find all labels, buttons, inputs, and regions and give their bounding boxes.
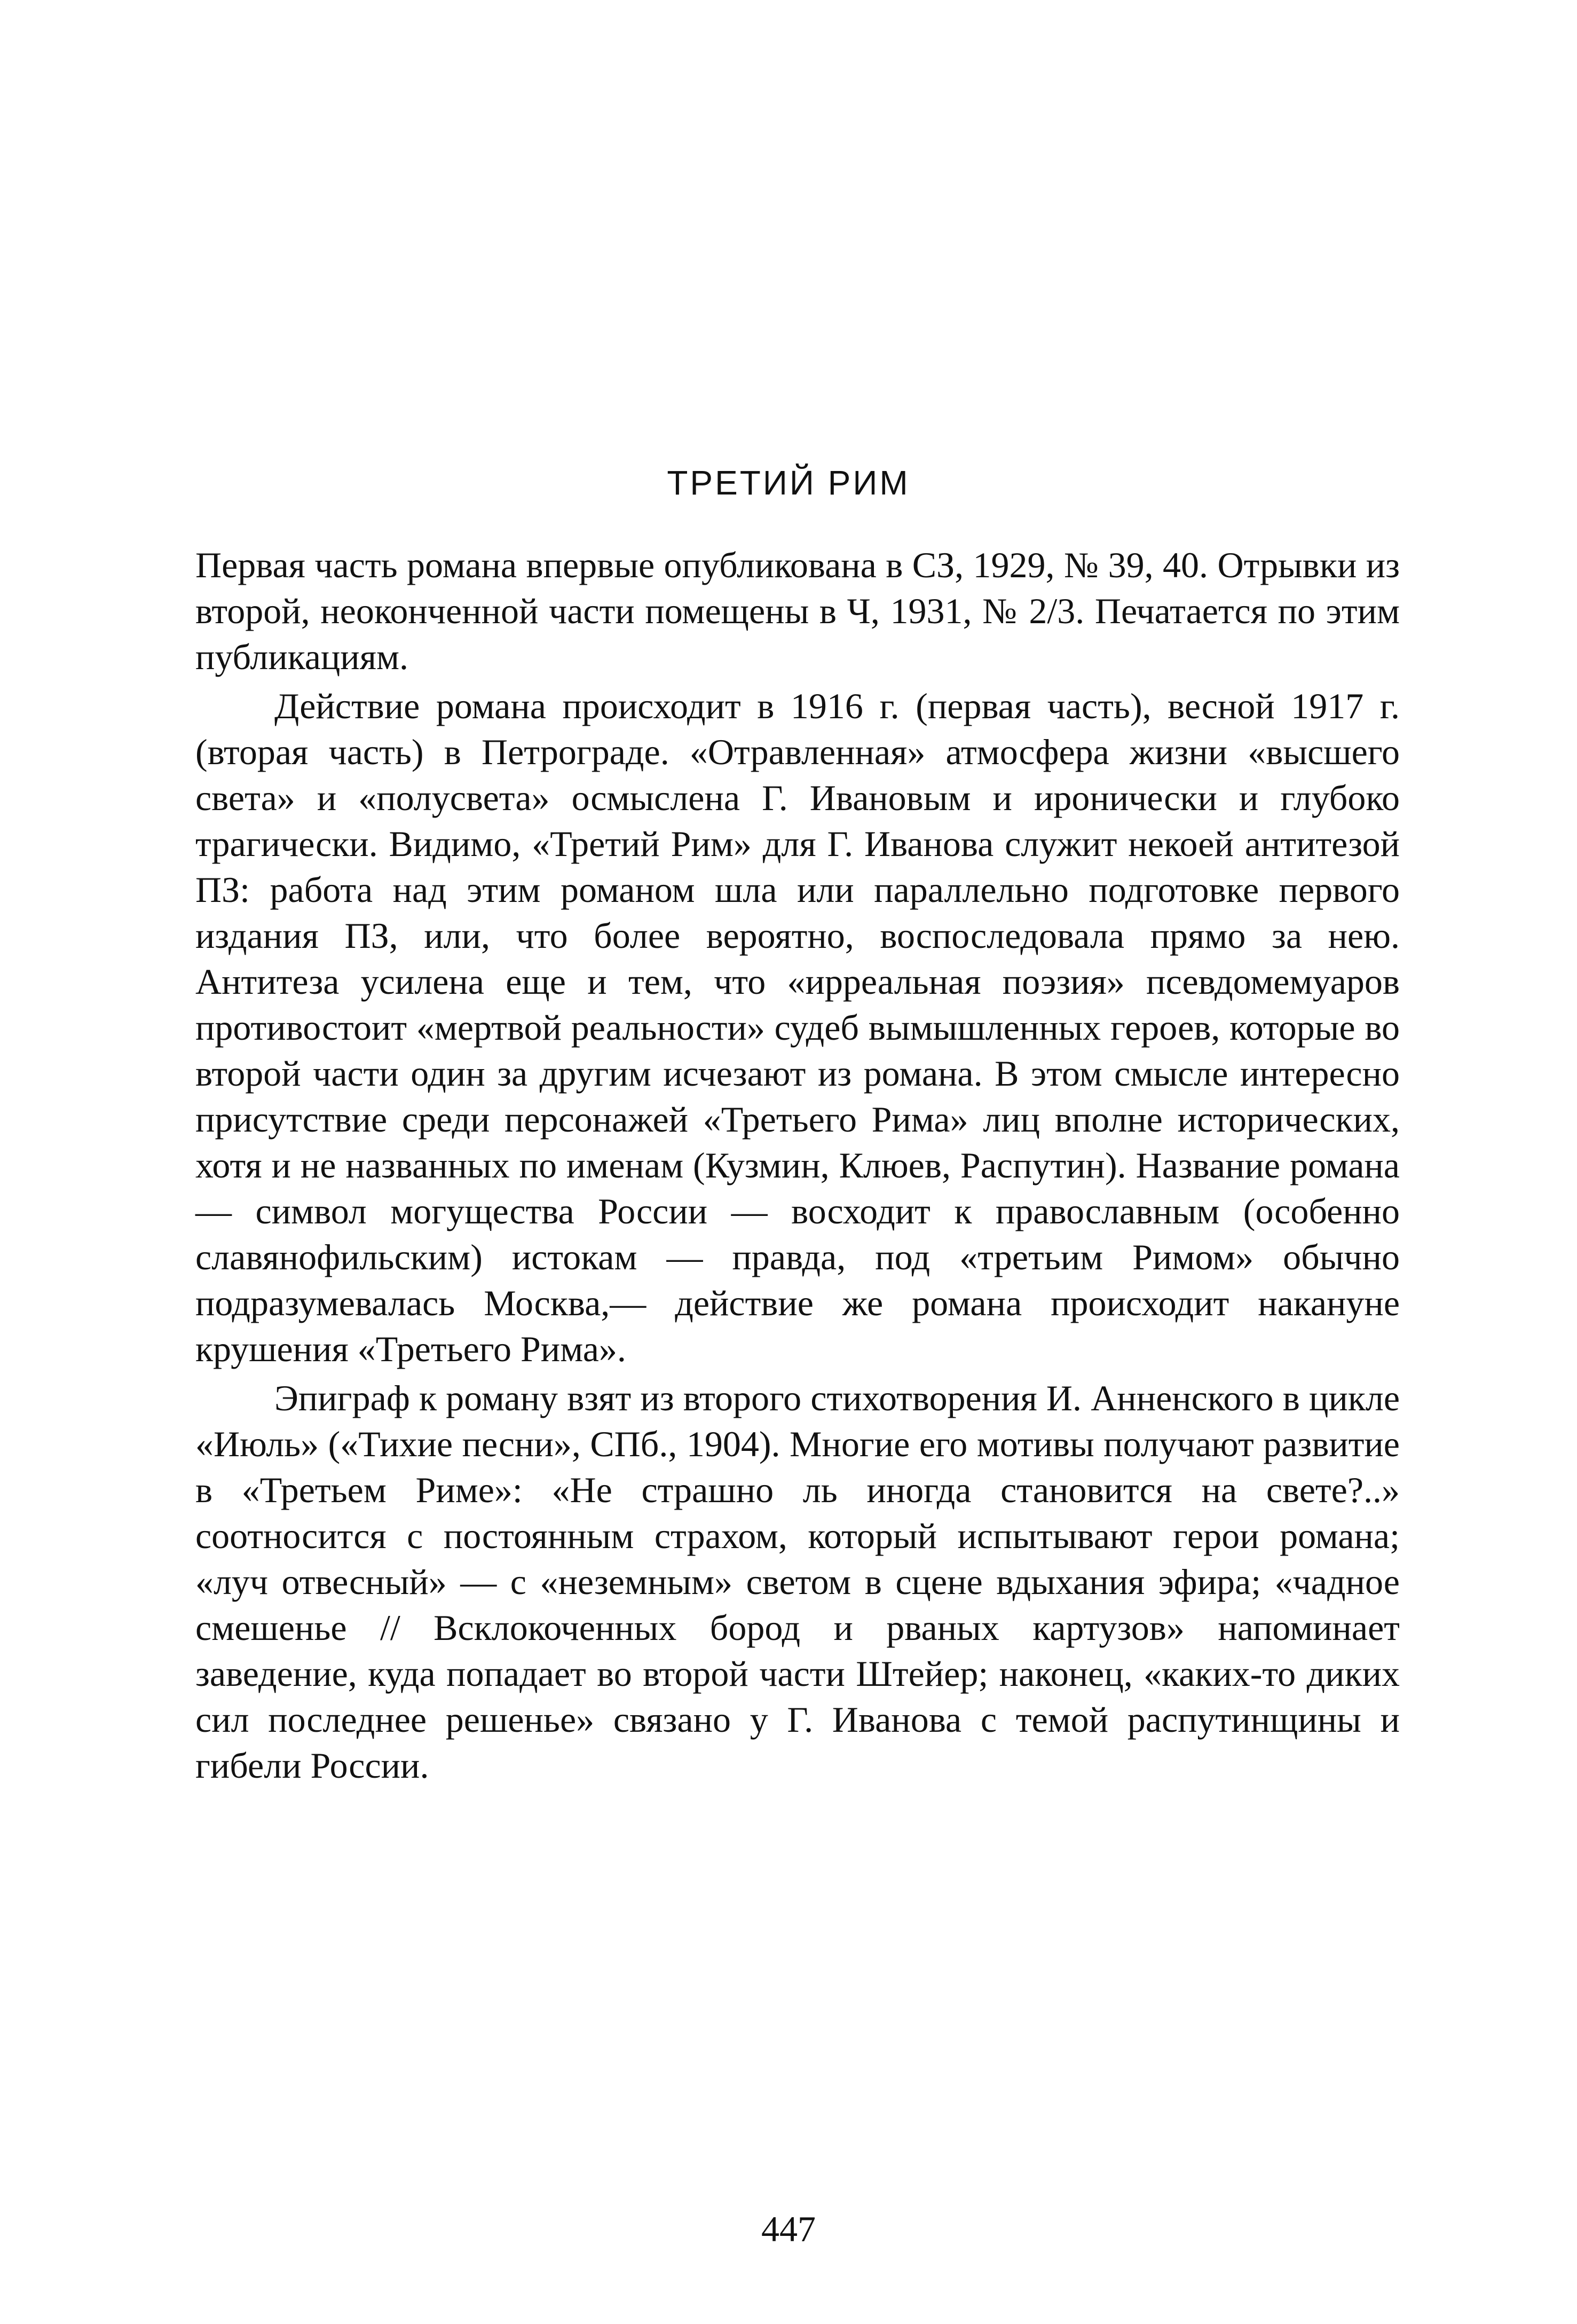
paragraph-publication-info: Первая часть романа впервые опубликована в СЗ, 1929, № 39, 40. Отрывки из второй, неоконченной части помещены в Ч, 1931, № 2/3. Печатается по этим публикациям. [195, 545, 1400, 677]
commentary-body [195, 542, 1400, 1788]
paragraph-setting-analysis: Действие романа происходит в 1916 г. (первая часть), весной 1917 г. (вторая часть) в Петрограде. «Отравленная» атмосфера жизни «высшего света» и «полусвета» осмыслена Г. Ивановым и иронически и глубоко трагически. Видимо, «Третий Рим» для Г. Иванова служит некоей антитезой ПЗ: работа над этим романом шла или параллельно подготовке первого издания ПЗ, или, что более вероятно, воспоследовала прямо за нею. Антитеза усилена еще и тем, что «ирреальная поэзия» псевдомемуаров противостоит «мертвой реальности» судеб вымышленных героев, которые во второй части один за другим исчезают из романа. В этом смысле интересно присутствие среди персонажей «Третьего Рима» лиц вполне исторических, хотя и не названных по именам (Кузмин, Клюев, Распутин). Название романа — символ могущества России — восходит к православным (особенно славянофильским) истокам — правда, под «третьим Римом» обычно подразумевалась Москва,— действие же романа происходит накануне крушения «Третьего Рима». [195, 686, 1400, 1369]
page-number: 447 [761, 2209, 816, 2249]
paragraph-epigraph-note: Эпиграф к роману взят из второго стихотворения И. Анненского в цикле «Июль» («Тихие песни», СПб., 1904). Многие его мотивы получают развитие в «Третьем Риме»: «Не страшно ль иногда становится на свете?..» соотносится с постоянным страхом, который испытывают герои романа; «луч отвесный» — с «неземным» светом в сцене вдыхания эфира; «чадное смешенье // Всклокоченных бород и рваных картузов» напоминает заведение, куда попадает во второй части Штейер; наконец, «каких-то диких сил последнее решенье» связано у Г. Иванова с темой распутинщины и гибели России. [195, 1378, 1400, 1786]
section-heading: ТРЕТИЙ РИМ [667, 464, 910, 502]
